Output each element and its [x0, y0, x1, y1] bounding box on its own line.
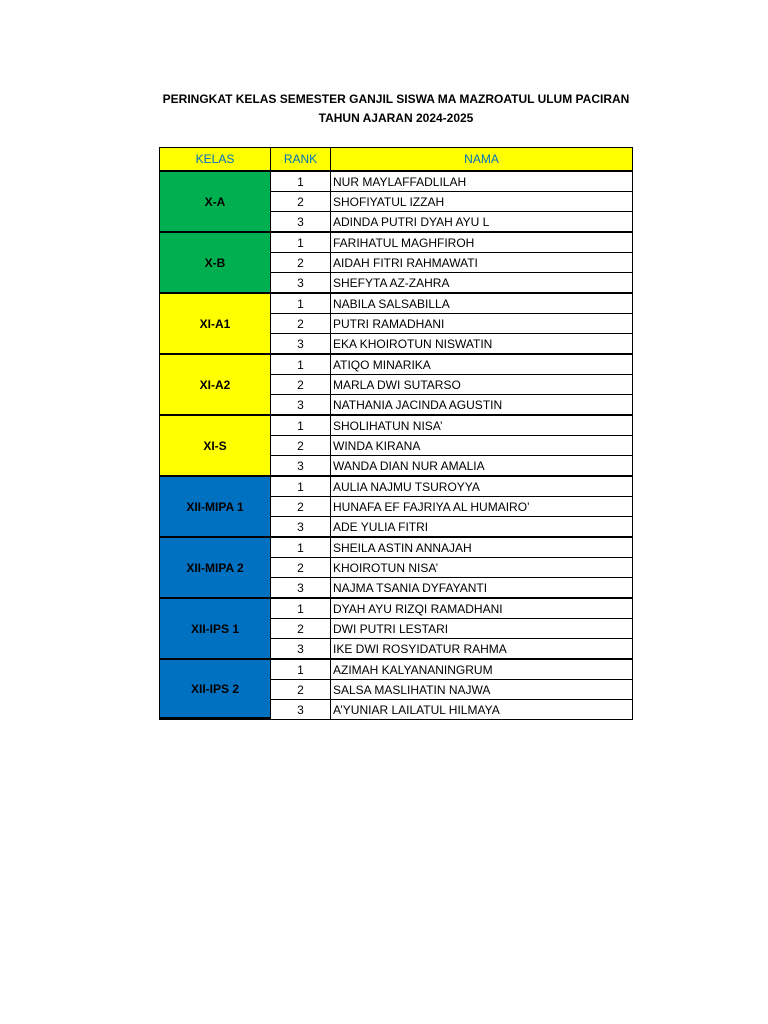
- nama-cell: A’YUNIAR LAILATUL HILMAYA: [333, 702, 500, 717]
- table-body: [160, 172, 632, 719]
- table-row: [160, 477, 632, 497]
- rank-cell: 2: [271, 558, 331, 578]
- nama-cell: NAJMA TSANIA DYFAYANTI: [331, 578, 632, 599]
- table-row: [160, 660, 632, 680]
- rank-cell: 2: [271, 192, 331, 212]
- rank-cell: 3: [271, 334, 331, 355]
- rank-cell: 3: [271, 517, 331, 538]
- nama-cell: SHOFIYATUL IZZAH: [331, 192, 632, 212]
- rank-cell: 3: [271, 273, 331, 294]
- nama-cell: PUTRI RAMADHANI: [331, 314, 632, 334]
- rank-cell: 1: [271, 477, 331, 497]
- nama-cell: FARIHATUL MAGHFIROH: [331, 233, 632, 253]
- ranking-table: [159, 147, 633, 720]
- rank-cell: 1: [271, 172, 331, 192]
- table-row: [160, 355, 632, 375]
- rank-cell: 3: [271, 578, 331, 599]
- table-row: [160, 599, 632, 619]
- table-row: [160, 416, 632, 436]
- table-row: [160, 233, 632, 253]
- table-row: [160, 538, 632, 558]
- rank-cell: 1: [271, 416, 331, 436]
- nama-cell: DYAH AYU RIZQI RAMADHANI: [331, 599, 632, 619]
- kelas-cell: XII-IPS 1: [160, 599, 271, 660]
- rank-cell: 3: [271, 456, 331, 477]
- rank-cell: 1: [271, 660, 331, 680]
- nama-cell: SHEILA ASTIN ANNAJAH: [331, 538, 632, 558]
- table-row: [160, 172, 632, 192]
- kelas-cell: XI-S: [160, 416, 271, 477]
- nama-cell: WINDA KIRANA: [331, 436, 632, 456]
- nama-cell: NATHANIA JACINDA AGUSTIN: [331, 395, 632, 416]
- rank-cell: 2: [271, 680, 331, 700]
- rank-cell: 3: [271, 395, 331, 416]
- nama-cell: SHOLIHATUN NISA’: [331, 416, 632, 436]
- table-row: [160, 294, 632, 314]
- rank-cell: 3: [271, 700, 331, 719]
- kelas-cell: XI-A2: [160, 355, 271, 416]
- rank-cell: 3: [271, 212, 331, 233]
- nama-cell: DWI PUTRI LESTARI: [331, 619, 632, 639]
- nama-cell: HUNAFA EF FAJRIYA AL HUMAIRO’: [331, 497, 632, 517]
- nama-cell: MARLA DWI SUTARSO: [331, 375, 632, 395]
- table-header-row: [160, 148, 632, 172]
- rank-cell: 2: [271, 497, 331, 517]
- rank-cell: 2: [271, 253, 331, 273]
- nama-cell: AULIA NAJMU TSUROYYA: [331, 477, 632, 497]
- nama-cell: ADINDA PUTRI DYAH AYU L: [331, 212, 632, 233]
- nama-cell: NABILA SALSABILLA: [331, 294, 632, 314]
- rank-cell: 2: [271, 375, 331, 395]
- nama-cell: EKA KHOIROTUN NISWATIN: [331, 334, 632, 355]
- rank-cell: 1: [271, 355, 331, 375]
- rank-cell: 1: [271, 599, 331, 619]
- nama-cell: IKE DWI ROSYIDATUR RAHMA: [331, 639, 632, 660]
- kelas-cell: XII-IPS 2: [160, 660, 271, 719]
- nama-cell: NUR MAYLAFFADLILAH: [331, 172, 632, 192]
- nama-cell: SALSA MASLIHATIN NAJWA: [331, 680, 632, 700]
- header-rank: RANK: [271, 148, 331, 172]
- kelas-cell: XI-A1: [160, 294, 271, 355]
- nama-cell: KHOIROTUN NISA’: [331, 558, 632, 578]
- kelas-cell: XII-MIPA 1: [160, 477, 271, 538]
- nama-cell: AZIMAH KALYANANINGRUM: [331, 660, 632, 680]
- rank-cell: 2: [271, 314, 331, 334]
- document-subtitle: TAHUN AJARAN 2024-2025: [318, 111, 474, 125]
- nama-cell: AIDAH FITRI RAHMAWATI: [331, 253, 632, 273]
- kelas-cell: X-B: [160, 233, 271, 294]
- kelas-cell: X-A: [160, 172, 271, 233]
- nama-cell: SHEFYTA AZ-ZAHRA: [331, 273, 632, 294]
- rank-cell: 1: [271, 538, 331, 558]
- rank-cell: 2: [271, 436, 331, 456]
- nama-cell: ATIQO MINARIKA: [331, 355, 632, 375]
- nama-cell: ADE YULIA FITRI: [331, 517, 632, 538]
- rank-cell: 3: [271, 639, 331, 660]
- rank-cell: 1: [271, 233, 331, 253]
- header-kelas: KELAS: [160, 148, 271, 172]
- document-title: PERINGKAT KELAS SEMESTER GANJIL SISWA MA MAZROATUL ULUM PACIRAN: [162, 92, 630, 106]
- rank-cell: 2: [271, 619, 331, 639]
- rank-cell: 1: [271, 294, 331, 314]
- kelas-cell: XII-MIPA 2: [160, 538, 271, 599]
- nama-cell: WANDA DIAN NUR AMALIA: [331, 456, 632, 477]
- header-nama: NAMA: [331, 148, 632, 172]
